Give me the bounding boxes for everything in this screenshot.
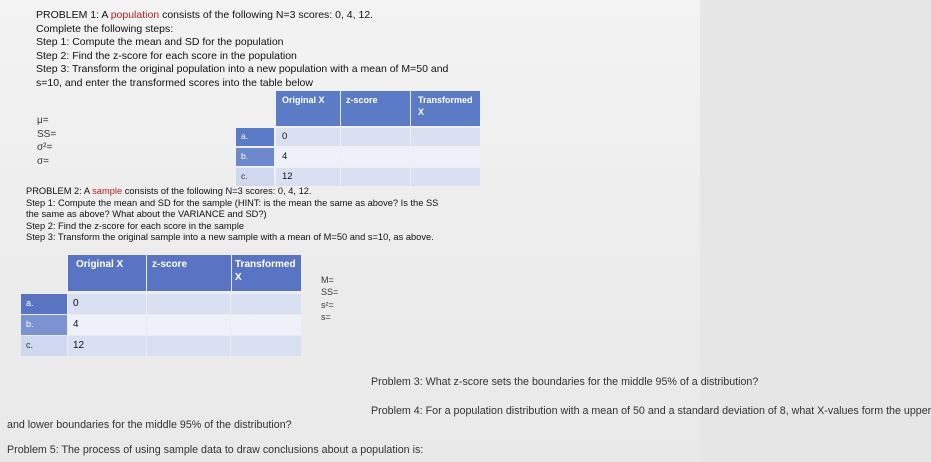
table-row bbox=[236, 168, 480, 186]
header-transformed: Transformed bbox=[235, 259, 296, 270]
problem1-title: PROBLEM 1: A population consists of the following N=3 scores: 0, 4, 12. bbox=[36, 9, 374, 21]
problem2-table-header bbox=[68, 255, 301, 291]
table-row bbox=[236, 148, 480, 166]
z-score-cell[interactable] bbox=[341, 168, 410, 186]
sd-label: σ= bbox=[37, 155, 50, 167]
table-row bbox=[21, 315, 301, 335]
problem1-step1: Step 1: Compute the mean and SD for the population bbox=[36, 36, 284, 49]
transformed-cell[interactable] bbox=[411, 128, 480, 146]
problem2-step3: Step 3: Transform the original sample into a new sample with a mean of M=50 and s=10, as above. bbox=[26, 232, 434, 243]
row-label: c. bbox=[21, 336, 67, 356]
header-z-score: z-score bbox=[152, 259, 188, 270]
problem2-table bbox=[21, 255, 301, 355]
problem1-table-header bbox=[276, 91, 480, 126]
transformed-cell[interactable] bbox=[231, 336, 301, 356]
z-score-cell[interactable] bbox=[147, 315, 230, 335]
transformed-cell[interactable] bbox=[231, 294, 301, 314]
problem1-step3: Step 3: Transform the original population into a new population with a mean of M=50 and bbox=[36, 63, 449, 76]
problem2-step1: Step 1: Compute the mean and SD for the sample (HINT: is the mean the same as above? Is the SS bbox=[26, 197, 439, 208]
sd-label: s= bbox=[321, 312, 331, 323]
transformed-cell[interactable] bbox=[411, 168, 480, 186]
ss-label: SS= bbox=[37, 128, 57, 140]
variance-label: s²= bbox=[321, 299, 334, 310]
row-label: a. bbox=[236, 128, 274, 146]
original-x-cell: 4 bbox=[276, 148, 340, 166]
ss-label: SS= bbox=[321, 287, 339, 298]
mu-label: μ= bbox=[37, 115, 49, 126]
population-word: population bbox=[110, 9, 160, 21]
transformed-cell[interactable] bbox=[411, 148, 480, 166]
z-score-cell[interactable] bbox=[147, 294, 230, 314]
problem1-stats bbox=[37, 114, 56, 168]
header-z-score: z-score bbox=[346, 95, 378, 105]
problem1-step2: Step 2: Find the z-score for each score in the population bbox=[36, 49, 297, 62]
original-x-cell: 12 bbox=[68, 336, 146, 356]
problem5-text: Problem 5: The process of using sample data to draw conclusions about a population is: bbox=[7, 444, 424, 456]
row-label: a. bbox=[21, 294, 67, 314]
original-x-cell: 4 bbox=[68, 315, 146, 335]
header-transformed: Transformed bbox=[418, 95, 473, 105]
mean-label: M= bbox=[321, 275, 334, 285]
problem1-text bbox=[36, 9, 448, 91]
original-x-cell: 12 bbox=[276, 168, 340, 186]
problem1-table bbox=[236, 91, 480, 189]
problem2-title: PROBLEM 2: A sample consists of the following N=3 scores: 0, 4, 12. bbox=[26, 186, 312, 196]
z-score-cell[interactable] bbox=[341, 148, 410, 166]
problem4-line1: Problem 4: For a population distribution with a mean of 50 and a standard deviation of 8, what X-values form the upper bbox=[371, 405, 931, 417]
problem4-line2: and lower boundaries for the middle 95% of the distribution? bbox=[7, 419, 292, 431]
z-score-cell[interactable] bbox=[147, 336, 230, 356]
table-row bbox=[21, 336, 301, 356]
row-label: b. bbox=[236, 148, 274, 166]
problem1-line: Complete the following steps: bbox=[36, 22, 174, 35]
variance-label: σ²= bbox=[37, 142, 53, 153]
problem2-text bbox=[26, 186, 438, 244]
problem3-text: Problem 3: What z-score sets the boundaries for the middle 95% of a distribution? bbox=[371, 376, 759, 388]
row-label: b. bbox=[21, 315, 67, 335]
header-original-x: Original X bbox=[76, 259, 124, 270]
transformed-cell[interactable] bbox=[231, 315, 301, 335]
z-score-cell[interactable] bbox=[341, 128, 410, 146]
problem2-step2: Step 2: Find the z-score for each score in the sample bbox=[26, 220, 245, 231]
problem4-text bbox=[371, 404, 931, 419]
header-transformed-x: X bbox=[418, 107, 425, 117]
sample-word: sample bbox=[92, 186, 123, 196]
original-x-cell: 0 bbox=[68, 294, 146, 314]
header-transformed-x: X bbox=[235, 272, 242, 283]
table-row bbox=[21, 294, 301, 314]
header-original-x: Original X bbox=[282, 95, 325, 105]
row-label: c. bbox=[236, 168, 274, 186]
original-x-cell: 0 bbox=[276, 128, 340, 146]
problem2-step1-cont: the same as above? What about the VARIANCE and SD?) bbox=[26, 209, 267, 220]
problem2-stats bbox=[321, 274, 338, 324]
table-row bbox=[236, 128, 480, 146]
problem1-step3-cont: s=10, and enter the transformed scores into the table below bbox=[36, 76, 313, 89]
